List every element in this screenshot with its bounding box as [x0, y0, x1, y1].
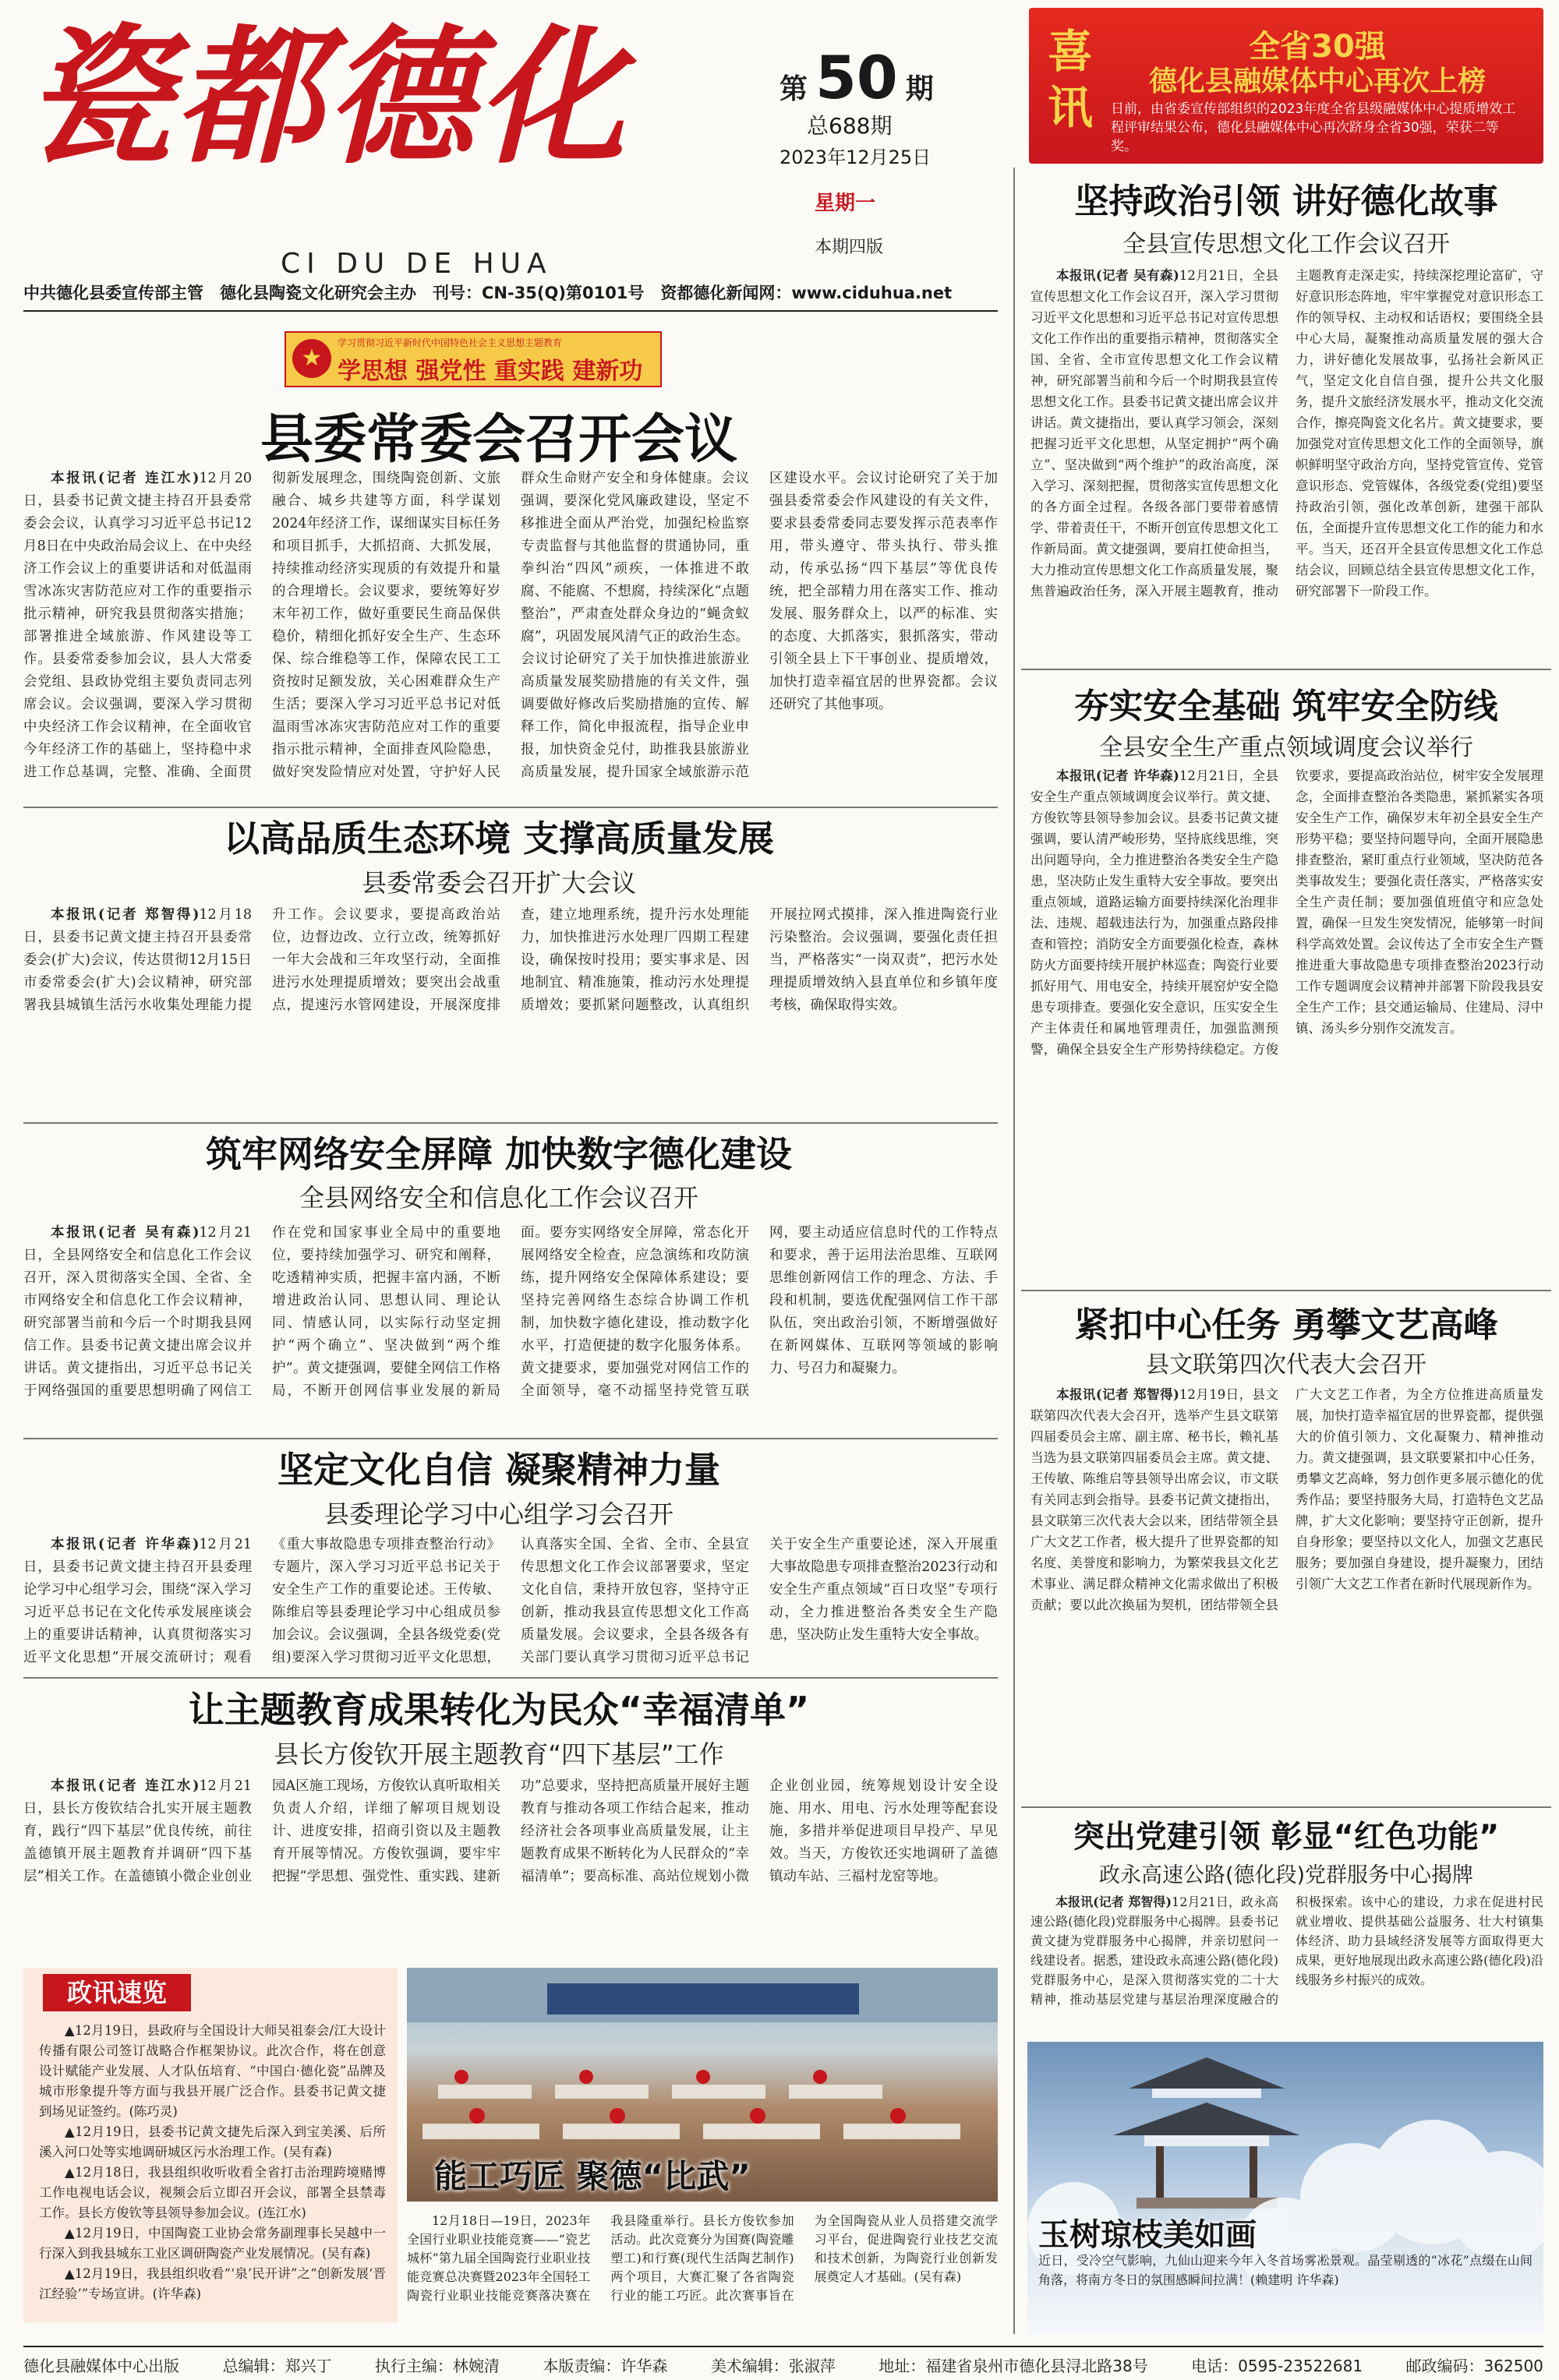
news-brief-item: ▲12月19日，县委书记黄文捷先后深入到宝美溪、后所溪入河口处等实地调研城区污水治理工作。(吴有森) — [39, 2124, 386, 2159]
subheadline-cybersecurity: 全县网络安全和信息化工作会议召开 — [299, 1183, 698, 1213]
headline-culture: 坚定文化自信 凝聚精神力量 — [277, 1449, 720, 1491]
headline-publicity: 坚持政治引领 讲好德化故事 — [1074, 182, 1498, 221]
banner — [1029, 8, 1543, 164]
news-brief-item: ▲12月19日，我县组织收看“‘泉’民开讲”之“创新发展‘晋江经验’”专场宣讲。(许华森) — [39, 2266, 386, 2301]
issue-number: 第 50 期 — [780, 43, 934, 112]
issue-date: 2023年12月25日 — [780, 147, 932, 168]
headline-safety: 夯实安全基础 筑牢安全防线 — [1074, 687, 1498, 726]
banner-headline-2: 德化县融媒体中心再次上榜 — [1148, 65, 1486, 97]
slogan-main: 学思想 强党性 重实践 建新功 — [338, 358, 643, 385]
competition-article: 12月18日—19日，2023年全国行业职业技能竞赛——“瓷艺城杯”第九届全国陶瓷行业职业技能竞赛总决赛暨2023年全国轻工陶瓷行业职业技能竞赛落决赛在我县隆重举行。县长方俊钦参加活动。此次竞赛分为国赛(陶瓷雕塑工)和行赛(现代生活陶艺制作)两个项目，大赛汇聚了各省陶瓷行业的能工巧匠。此次赛事旨在为全国陶瓷从业人员搭建交流学习平台，促进陶瓷行业技艺交流和技术创新，为陶瓷行业创新发展奠定人才基础。(吴有森) — [407, 2213, 998, 2303]
masthead-info-line: 中共德化县委宣传部主管 德化县陶瓷文化研究会主办 刊号：CN-35(Q)第0101号 资都德化新闻网：www.ciduhua.net — [23, 284, 953, 302]
news-brief-box — [23, 1968, 398, 2322]
news-brief-item: ▲12月19日，中国陶瓷工业协会常务副理事长吴越中一行深入到我县城东工业区调研陶瓷产业发展情况。(吴有森) — [39, 2226, 386, 2261]
masthead-title: 瓷都德化 — [23, 10, 629, 184]
snow-caption-text: 近日，受冷空气影响，九仙山迎来今年入冬首场雾凇景观。晶莹剔透的“冰花”点缀在山间角落，将南方冬日的氛围感瞬间拉满！(赖建明 许华森) — [1038, 2253, 1532, 2287]
headline-ecology: 以高品质生态环境 支撑高质量发展 — [223, 817, 774, 860]
subheadline-culture: 县委理论学习中心组学习会召开 — [323, 1499, 673, 1529]
party-emblem-icon: ★ — [292, 339, 331, 378]
article-theme-education: 本报讯(记者 连江水)12月21日，县长方俊钦结合扎实开展主题教育，践行“四下基层”优良传统，前往盖德镇开展主题教育并调研“四下基层”相关工作。在盖德镇小微企业创业园A区施工现场，方俊钦认真听取相关负责人介绍，详细了解项目规划设计、进度安排，招商引资以及主题教育开展等情况。方俊钦强调，要牢牢把握“学思想、强党性、重实践、建新功”总要求，坚持把高质量开展好主题教育与推动各项工作结合起来，推动经济社会各项事业高质量发展，让主题教育成果不断转化为人民群众的“幸福清单”；要高标准、高站位规划小微企业创业园，统筹规划设计安全设施、用水、用电、污水处理等配套设施，多措并举促进项目早投产、早见效。当天，方俊钦还实地调研了盖德镇动车站、三福村龙窑等地。 — [23, 1778, 998, 1884]
snow-scenery-photo — [1027, 2042, 1543, 2334]
article-party-building: 本报讯(记者 郑智得)12月21日，政永高速公路(德化段)党群服务中心揭牌。县委书记黄文捷为党群服务中心揭牌，并亲切慰问一线建设者。据悉，建设政永高速公路(德化段)党群服务中心，是深入贯彻落实党的二十大精神，推动基层党建与基层治理深度融合的积极探索。该中心的建设，力求在促进村民就业增收、提供基础公益服务、壮大村镇集体经济、助力县域经济发展等方面取得更大成果，更好地展现出政永高速公路(德化段)沿线服务乡村振兴的成效。 — [1030, 1894, 1543, 2007]
total-issue: 总688期 — [807, 113, 893, 139]
news-brief-item: ▲12月18日，我县组织收听收看全省打击治理跨境赌博工作电视电话会议，视频会后立即召开会议，部署全县禁毒工作。县长方俊钦等县领导参加会议。(连江水) — [39, 2165, 386, 2220]
footer-publisher: 德化县融媒体中心出版 — [23, 2357, 179, 2375]
page-count: 本期四版 — [815, 238, 884, 257]
article-publicity: 本报讯(记者 吴有森)12月21日，全县宣传思想文化工作会议召开，深入学习贯彻习近平文化思想和习近平总书记对宣传思想文化工作作出的重要指示精神，贯彻落实全国、全省、全市宣传思想文化工作会议精神，研究部署当前和今后一个时期我县宣传思想文化工作。县委书记黄文捷出席会议并讲话。黄文捷指出，要认真学习领会，深刻把握习近平文化思想，从坚定拥护“两个确立”、坚决做到“两个维护”的政治高度，深入学习、深刻把握，贯彻落实宣传思想文化的各方面全过程。各级各部门要带着感情学、带着责任干，不断开创宣传思想文化工作新局面。黄文捷强调，要肩扛使命担当，大力推动宣传思想文化工作高质量发展，聚焦普遍政治任务，深入开展主题教育，推动主题教育走深走实，持续深挖理论富矿，守好意识形态阵地，牢牢掌握党对意识形态工作的领导权、主动权和话语权；要围绕全县中心大局，凝聚推动高质量发展的强大合力，讲好德化发展故事，弘扬社会新风正气，坚定文化自信自强，提升公共文化服务，提升文旅经济发展水平，推动文化交流合作，擦亮陶瓷文化名片。黄文捷要求，要加强党对宣传思想文化工作的全面领导，旗帜鲜明坚守政治方向，坚持党管宣传、党管意识形态、党管媒体，各级党委(党组)要坚持政治引领，强化改革创新，建强干部队伍，全面提升宣传思想文化工作的能力和水平。当天，还召开全县宣传思想文化工作总结会议，回顾总结全县宣传思想文化工作，研究部署下一阶段工作。 — [1030, 268, 1543, 599]
footer-page-editor: 本版责编：许华森 — [543, 2357, 668, 2375]
footer-art-editor: 美术编辑：张淑萍 — [710, 2357, 836, 2375]
weekday: 星期一 — [815, 192, 876, 215]
subheadline-arts-federation: 县文联第四次代表大会召开 — [1146, 1351, 1426, 1379]
news-brief-item: ▲12月19日，县政府与全国设计大师吴祖泰会/江大设计传播有限公司签订战略合作框架协议。此次合作，将在创意设计赋能产业发展、人才队伍培育、“中国白·德化瓷”品牌及城市形象提升等方面与我县开展广泛合作。县委书记黄文捷到场见证签约。(陈巧灵) — [39, 2023, 386, 2119]
news-brief-list — [39, 2021, 386, 2317]
footer-postcode: 邮政编码：362500 — [1405, 2357, 1543, 2375]
article-standing-committee: 本报讯(记者 连江水)12月20日，县委书记黄文捷主持召开县委常委会会议，认真学习习近平总书记12月8日在中央政治局会议上、在中央经济工作会议上的重要讲话和对低温雨雪冰冻灾害防范应对工作的重要指示批示精神，研究我县贯彻落实措施；部署推进全域旅游、作风建设等工作。县委常委参加会议，县人大常委会党组、县政协党组主要负责同志列席会议。会议强调，要深入学习贯彻中央经济工作会议精神，在全面收官今年经济工作的基础上，坚持稳中求进工作总基调，完整、准确、全面贯彻新发展理念，围绕陶瓷创新、文旅融合、城乡共建等方面，科学谋划2024年经济工作，谋细谋实目标任务和项目抓手，大抓招商、大抓发展，持续推动经济实现质的有效提升和量的合理增长。会议要求，要统筹好岁末年初工作，做好重要民生商品保供稳价，精细化抓好安全生产、生态环保、综合维稳等工作，保障农民工工资按时足额发放，关心困难群众生产生活；要深入学习习近平总书记对低温雨雪冰冻灾害防范应对工作的重要指示批示精神，全面排查风险隐患，做好突发险情应对处置，守护好人民群众生命财产安全和身体健康。会议强调，要深化党风廉政建设，坚定不移推进全面从严治党，加强纪检监察专责监督与其他监督的贯通协同，重拳纠治“四风”顽疾，一体推进不敢腐、不能腐、不想腐，持续深化“点题整治”，严肃查处群众身边的“蝇贪蚁腐”，巩固发展风清气正的政治生态。会议讨论研究了关于加快推进旅游业高质量发展奖励措施的有关文件，强调要做好修改后奖励措施的宣传、解释工作，简化申报流程，指导企业申报，加快资金兑付，助推我县旅游业高质量发展，提升国家全域旅游示范区建设水平。会议讨论研究了关于加强县委常委会作风建设的有关文件，要求县委常委同志要发挥示范表率作用，带头遵守、带头执行、带头推动，传承弘扬“四下基层”等优良传统，把全部精力用在落实工作、推动发展、服务群众上，以严的标准、实的态度、大抓落实，狠抓落实，带动引领全县上下干事创业、提质增效，加快打造幸福宜居的世界瓷都。会议还研究了其他事项。 — [23, 471, 998, 780]
footer-address: 地址：福建省泉州市德化县浔北路38号 — [878, 2357, 1148, 2375]
headline-theme-education: 让主题教育成果转化为民众“幸福清单” — [188, 1689, 810, 1731]
footer — [23, 2354, 1543, 2377]
masthead-rule — [23, 310, 998, 312]
headline-party-building: 突出党建引领 彰显“红色功能” — [1073, 1819, 1500, 1855]
banner-badge: 喜 讯 — [1047, 25, 1093, 134]
article-arts-federation: 本报讯(记者 郑智得)12月19日，县文联第四次代表大会召开，选举产生县文联第四届委员会主席、副主席、秘书长，赖礼基当选为县文联第四届委员会主席。黄文捷、王传敏、陈维启等县领导出席会议，市文联有关同志到会指导。县委书记黄文捷指出，县文联第三次代表大会以来，团结带领全县广大文艺工作者，极大提升了世界瓷都的知名度、美誉度和影响力，为繁荣我县文化艺术事业、满足群众精神文化需求做出了积极贡献；要以此次换届为契机，团结带领全县广大文艺工作者，为全方位推进高质量发展，加快打造幸福宜居的世界瓷都，提供强大的价值引领力、文化凝聚力、精神推动力。黄文捷强调，县文联要紧扣中心任务，勇攀文艺高峰，努力创作更多展示德化的优秀作品；要坚持服务大局，打造特色文艺品牌，扩大文化影响；要坚持守正创新，提升自身形象；要坚持以文化人，加强文艺惠民服务；要加强自身建设，提升凝聚力，团结引领广大文艺工作者在新时代展现新作为。 — [1030, 1387, 1543, 1612]
headline-cybersecurity: 筑牢网络安全屏障 加快数字德化建设 — [205, 1133, 792, 1175]
competition-photo — [407, 1968, 998, 2202]
news-brief-header: 政讯速览 — [43, 1974, 191, 2011]
subheadline-ecology: 县委常委会召开扩大会议 — [361, 868, 636, 898]
subheadline-party-building: 政永高速公路(德化段)党群服务中心揭牌 — [1098, 1863, 1474, 1887]
article-safety: 本报讯(记者 许华森)12月21日，全县安全生产重点领域调度会议举行。黄文捷、方俊钦等县领导参加会议。县委书记黄文捷强调，要认清严峻形势，坚持底线思维，突出问题导向，全力推进整治各类安全生产隐患，坚决防止发生重特大安全事故。要突出重点领域，道路运输方面要持续深化治理非法、违规、超载违法行为，加强重点路段排查和管控；消防安全方面要强化检查，森林防火方面要持续开展护林巡查；陶瓷行业要抓好用气、用电安全，持续开展窑炉安全隐患专项排查。要强化安全意识，压实安全生产主体责任和属地管理责任，加强监测预警，确保全县安全生产形势持续稳定。方俊钦要求，要提高政治站位，树牢安全发展理念，全面排查整治各类隐患，紧抓紧实各项安全生产工作，确保岁末年初全县安全生产形势平稳；要坚持问题导向，全面开展隐患排查整治，紧盯重点行业领域，坚决防范各类事故发生；要强化责任落实，严格落实安全生产责任制；要加强值班值守和应急处置，确保一旦发生突发情况，能够第一时间科学高效处置。会议传达了全市安全生产暨推进重大事故隐患专项排查整治2023行动工作专题调度会议精神并部署下阶段我县安全生产工作；县交通运输局、住建局、浔中镇、汤头乡分别作交流发言。 — [1030, 768, 1543, 1057]
banner-headline-1: 全省30强 — [1249, 29, 1386, 65]
subheadline-safety: 全县安全生产重点领域调度会议举行 — [1099, 734, 1473, 761]
competition-caption-title: 能工巧匠 聚德“比武” — [434, 2157, 751, 2195]
slogan-bar — [285, 331, 662, 387]
headline-arts-federation: 紧扣中心任务 勇攀文艺高峰 — [1074, 1305, 1498, 1345]
subheadline-publicity: 全县宣传思想文化工作会议召开 — [1122, 231, 1450, 258]
subheadline-theme-education: 县长方俊钦开展主题教育“四下基层”工作 — [274, 1739, 724, 1769]
snow-caption-title: 玉树琼枝美如画 — [1038, 2217, 1257, 2253]
article-ecology: 本报讯(记者 郑智得)12月18日，县委书记黄文捷主持召开县委常委会(扩大)会议，传达贯彻12月15日市委常委会(扩大)会议精神，研究部署我县城镇生活污水收集处理能力提升工作。会议要求，要提高政治站位，边督边改、立行立改，统筹抓好一年大会战和三年攻坚行动，全面推进污水处理提质增效；要突出会战重点，提速污水管网建设，开展深度排查，建立地理系统，提升污水处理能力，加快推进污水处理厂四期工程建设，确保按时投用；要实事求是、因地制宜、精准施策，推动污水处理提质增效；要抓紧问题整改，认真组织开展拉网式摸排，深入推进陶瓷行业污染整治。会议强调，要强化责任担当，严格落实“一岗双责”，把污水处理提质增效纳入县直单位和乡镇年度考核，确保取得实效。 — [23, 907, 998, 1013]
slogan-top: 学习贯彻习近平新时代中国特色社会主义思想主题教育 — [338, 337, 563, 348]
article-cybersecurity: 本报讯(记者 吴有森)12月21日，全县网络安全和信息化工作会议召开，深入贯彻落实全国、全省、全市网络安全和信息化工作会议精神，研究部署当前和今后一个时期我县网信工作。县委书记黄文捷出席会议并讲话。黄文捷指出，习近平总书记关于网络强国的重要思想明确了网信工作在党和国家事业全局中的重要地位，要持续加强学习、研究和阐释，吃透精神实质，把握丰富内涵，不断增进政治认同、思想认同、理论认同、情感认同，以实际行动坚定拥护“两个确立”、坚决做到“两个维护”。黄文捷强调，要健全网信工作格局，不断开创网信事业发展的新局面。要夯实网络安全屏障，常态化开展网络安全检查，应急演练和攻防演练，提升网络安全保障体系建设；要坚持完善网络生态综合协调工作机制，加快数字德化建设，推动数字化水平，打造便捷的数字化服务体系。黄文捷要求，要加强党对网信工作的全面领导，毫不动摇坚持党管互联网，要主动适应信息时代的工作特点和要求，善于运用法治思维、互联网思维创新网信工作的理念、方法、手段和机制，要选优配强网信工作干部队伍，突出政治引领，不断增强做好在新网媒体、互联网等领域的影响力、号召力和凝聚力。 — [23, 1225, 998, 1399]
headline-standing-committee: 县委常委会召开会议 — [260, 409, 737, 471]
masthead-pinyin: CI DU DE HUA — [281, 248, 553, 280]
footer-phone: 电话：0595-23522681 — [1191, 2357, 1363, 2375]
footer-chief-editor: 总编辑：郑兴丁 — [222, 2357, 332, 2375]
article-culture: 本报讯(记者 许华森)12月21日，县委书记黄文捷主持召开县委理论学习中心组学习会，围绕“深入学习习近平总书记在文化传承发展座谈会上的重要讲话精神，认真贯彻落实习近平文化思想”开展交流研讨；观看《重大事故隐患专项排查整治行动》专题片，深入学习习近平总书记关于安全生产工作的重要论述。王传敏、陈维启等县委理论学习中心组成员参加会议。会议强调，全县各级党委(党组)要深入学习贯彻习近平文化思想，认真落实全国、全省、全市、全县宣传思想文化工作会议部署要求，坚定文化自信，秉持开放包容，坚持守正创新，推动我县宣传思想文化工作高质量发展。会议要求，全县各级各有关部门要认真学习贯彻习近平总书记关于安全生产重要论述，深入开展重大事故隐患专项排查整治2023行动和安全生产重点领域“百日攻坚”专项行动，全力推进整治各类安全生产隐患，坚决防止发生重特大安全事故。 — [23, 1537, 998, 1665]
footer-exec-editor: 执行主编：林婉清 — [374, 2357, 500, 2375]
banner-text: 日前，由省委宣传部组织的2023年度全省县级融媒体中心提质增效工程评审结果公布，德化县融媒体中心再次跻身全省30强，荣获二等奖。 — [1111, 101, 1516, 154]
